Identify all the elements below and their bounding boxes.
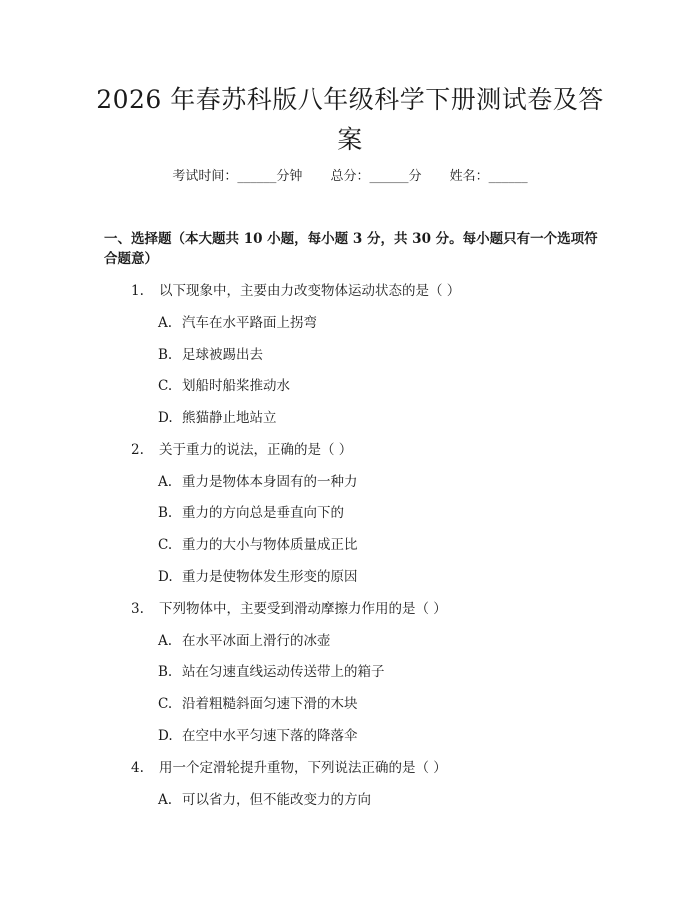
option-letter: C. (158, 696, 173, 712)
option-letter: A. (158, 792, 173, 808)
option-2b (158, 503, 344, 523)
option-letter: D. (158, 728, 173, 744)
page-title: 2026 年春苏科版八年级科学下册测试卷及答案 (96, 85, 604, 154)
option-letter: D. (158, 569, 173, 585)
option-text: 足球被踢出去 (182, 347, 263, 363)
option-text: 沿着粗糙斜面匀速下滑的木块 (182, 696, 358, 712)
question-text: 以下现象中，主要由力改变物体运动状态的是（ ） (159, 283, 461, 299)
option-2d (158, 567, 358, 587)
option-text: 可以省力，但不能改变力的方向 (182, 792, 371, 808)
option-2a (158, 472, 358, 492)
option-letter: B. (158, 505, 173, 521)
option-text: 重力是物体本身固有的一种力 (182, 474, 358, 490)
option-letter: B. (158, 347, 173, 363)
question-1 (131, 281, 460, 301)
question-3 (131, 599, 447, 619)
option-text: 在空中水平匀速下落的降落伞 (182, 728, 358, 744)
exam-time-field: 考试时间：______分钟 (172, 169, 303, 184)
total-score-field: 总分：______分 (330, 169, 422, 184)
option-3c (158, 694, 358, 714)
option-3d (158, 726, 358, 746)
option-text: 重力是使物体发生形变的原因 (182, 569, 358, 585)
option-1c (158, 376, 290, 396)
option-2c (158, 535, 358, 555)
option-letter: C. (158, 537, 173, 553)
option-letter: A. (158, 315, 173, 331)
option-4a (158, 790, 371, 810)
option-1b (158, 345, 263, 365)
option-text: 熊猫静止地站立 (182, 410, 277, 426)
question-number: 1. (131, 283, 144, 299)
option-letter: A. (158, 474, 173, 490)
section-heading: 一、选择题（本大题共 10 小题，每小题 3 分，共 30 分。每小题只有一个选项符合题意） (104, 231, 598, 267)
question-2 (131, 440, 352, 460)
option-text: 划船时船桨推动水 (182, 378, 290, 394)
option-letter: B. (158, 664, 173, 680)
option-letter: A. (158, 633, 173, 649)
option-text: 在水平冰面上滑行的冰壶 (182, 633, 331, 649)
question-text: 关于重力的说法，正确的是（ ） (159, 442, 353, 458)
exam-info-line (0, 167, 700, 187)
option-text: 汽车在水平路面上拐弯 (182, 315, 317, 331)
option-letter: D. (158, 410, 173, 426)
option-3b (158, 662, 385, 682)
option-text: 重力的方向总是垂直向下的 (182, 505, 344, 521)
question-4 (131, 758, 447, 778)
option-text: 重力的大小与物体质量成正比 (182, 537, 358, 553)
question-number: 2. (131, 442, 144, 458)
option-text: 站在匀速直线运动传送带上的箱子 (182, 664, 385, 680)
question-text: 下列物体中，主要受到滑动摩擦力作用的是（ ） (159, 601, 447, 617)
option-letter: C. (158, 378, 173, 394)
option-3a (158, 631, 331, 651)
question-number: 3. (131, 601, 144, 617)
question-number: 4. (131, 760, 144, 776)
option-1d (158, 408, 277, 428)
student-name-field: 姓名：______ (449, 169, 528, 184)
option-1a (158, 313, 317, 333)
question-text: 用一个定滑轮提升重物，下列说法正确的是（ ） (159, 760, 447, 776)
